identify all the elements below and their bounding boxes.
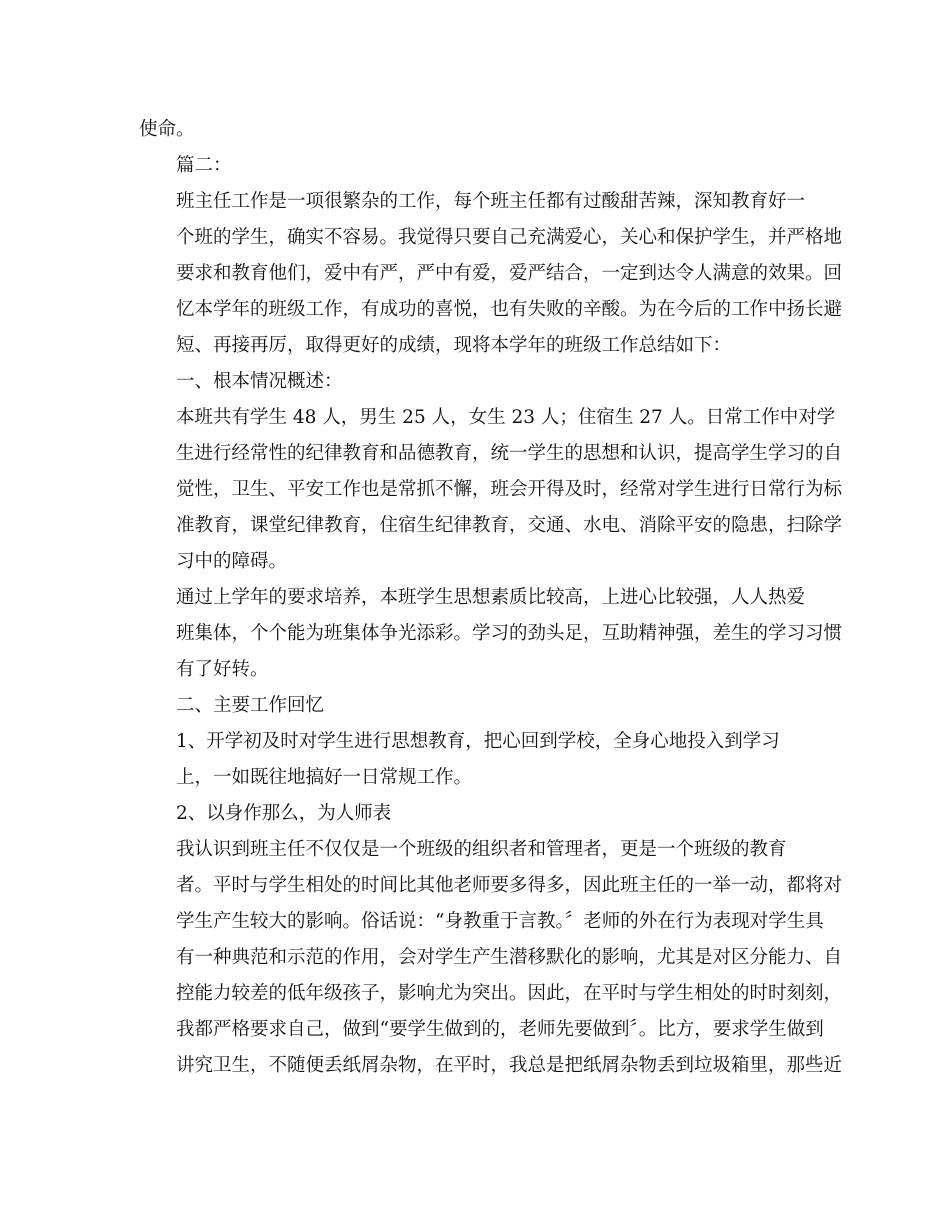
text-line: 本班共有学生 48 人，男生 25 人，女生 23 人；住宿生 27 人。日常工作中对学 bbox=[176, 407, 836, 428]
text-line: 要求和教育他们，爱中有严，严中有爱，爱严结合，一定到达令人满意的效果。回 bbox=[176, 263, 843, 284]
paragraph bbox=[139, 688, 811, 724]
text-line: 一、根本情况概述： bbox=[176, 371, 343, 392]
text-line: 讲究卫生，不随便丢纸屑杂物，在平时，我总是把纸屑杂物丢到垃圾箱里，那些近 bbox=[176, 1055, 843, 1076]
text-line: 者。平时与学生相处的时间比其他老师要多得多，因此班主任的一举一动，都将对 bbox=[176, 875, 843, 896]
paragraph bbox=[139, 580, 843, 688]
text-line: 觉性，卫生、平安工作也是常抓不懈，班会开得及时，经常对学生进行日常行为标 bbox=[176, 479, 843, 500]
text-line: 我都严格要求自己，做到“要学生做到的，老师先要做到〞。比方，要求学生做到 bbox=[176, 1019, 824, 1040]
text-line: 2、以身作那么，为人师表 bbox=[176, 803, 392, 824]
text-line: 1、开学初及时对学生进行思想教育，把心回到学校，全身心地投入到学习 bbox=[176, 731, 780, 752]
paragraph bbox=[139, 112, 811, 148]
text-line: 准教育，课堂纪律教育，住宿生纪律教育，交通、水电、消除平安的隐患，扫除学 bbox=[176, 515, 843, 536]
text-line: 习中的障碍。 bbox=[176, 551, 288, 572]
text-line: 通过上学年的要求培养，本班学生思想素质比较高，上进心比较强，人人热爱 bbox=[176, 587, 806, 608]
text-line: 有了好转。 bbox=[176, 659, 269, 680]
text-line: 我认识到班主任不仅仅是一个班级的组织者和管理者，更是一个班级的教育 bbox=[176, 839, 787, 860]
text-line: 生进行经常性的纪律教育和品德教育，统一学生的思想和认识，提高学生学习的自 bbox=[176, 443, 843, 464]
paragraph bbox=[139, 184, 843, 364]
text-line: 学生产生较大的影响。俗话说：“身教重于言教。〞老师的外在行为表现对学生具 bbox=[176, 911, 824, 932]
paragraph bbox=[139, 796, 811, 832]
text-line: 篇二： bbox=[176, 155, 232, 176]
text-line: 二、主要工作回忆 bbox=[176, 695, 325, 716]
text-line: 短、再接再厉，取得更好的成绩，现将本学年的班级工作总结如下： bbox=[176, 335, 732, 356]
text-line: 班集体，个个能为班集体争光添彩。学习的劲头足，互助精神强，差生的学习习惯 bbox=[176, 623, 843, 644]
text-line: 个班的学生，确实不容易。我觉得只要自己充满爱心，关心和保护学生，并严格地 bbox=[176, 227, 843, 248]
document-body bbox=[139, 112, 843, 1084]
text-line: 使命。 bbox=[139, 119, 195, 140]
text-line: 有一种典范和示范的作用，会对学生产生潜移默化的影响，尤其是对区分能力、自 bbox=[176, 947, 843, 968]
text-line: 上，一如既往地搞好一日常规工作。 bbox=[176, 767, 473, 788]
paragraph bbox=[139, 148, 811, 184]
paragraph bbox=[139, 364, 811, 400]
text-line: 班主任工作是一项很繁杂的工作，每个班主任都有过酸甜苦辣，深知教育好一 bbox=[176, 191, 806, 212]
paragraph bbox=[139, 832, 843, 1084]
paragraph bbox=[139, 724, 811, 796]
text-line: 控能力较差的低年级孩子，影响尤为突出。因此，在平时与学生相处的时时刻刻， bbox=[176, 983, 843, 1004]
paragraph bbox=[139, 400, 843, 580]
text-line: 忆本学年的班级工作，有成功的喜悦，也有失败的辛酸。为在今后的工作中扬长避 bbox=[176, 299, 843, 320]
